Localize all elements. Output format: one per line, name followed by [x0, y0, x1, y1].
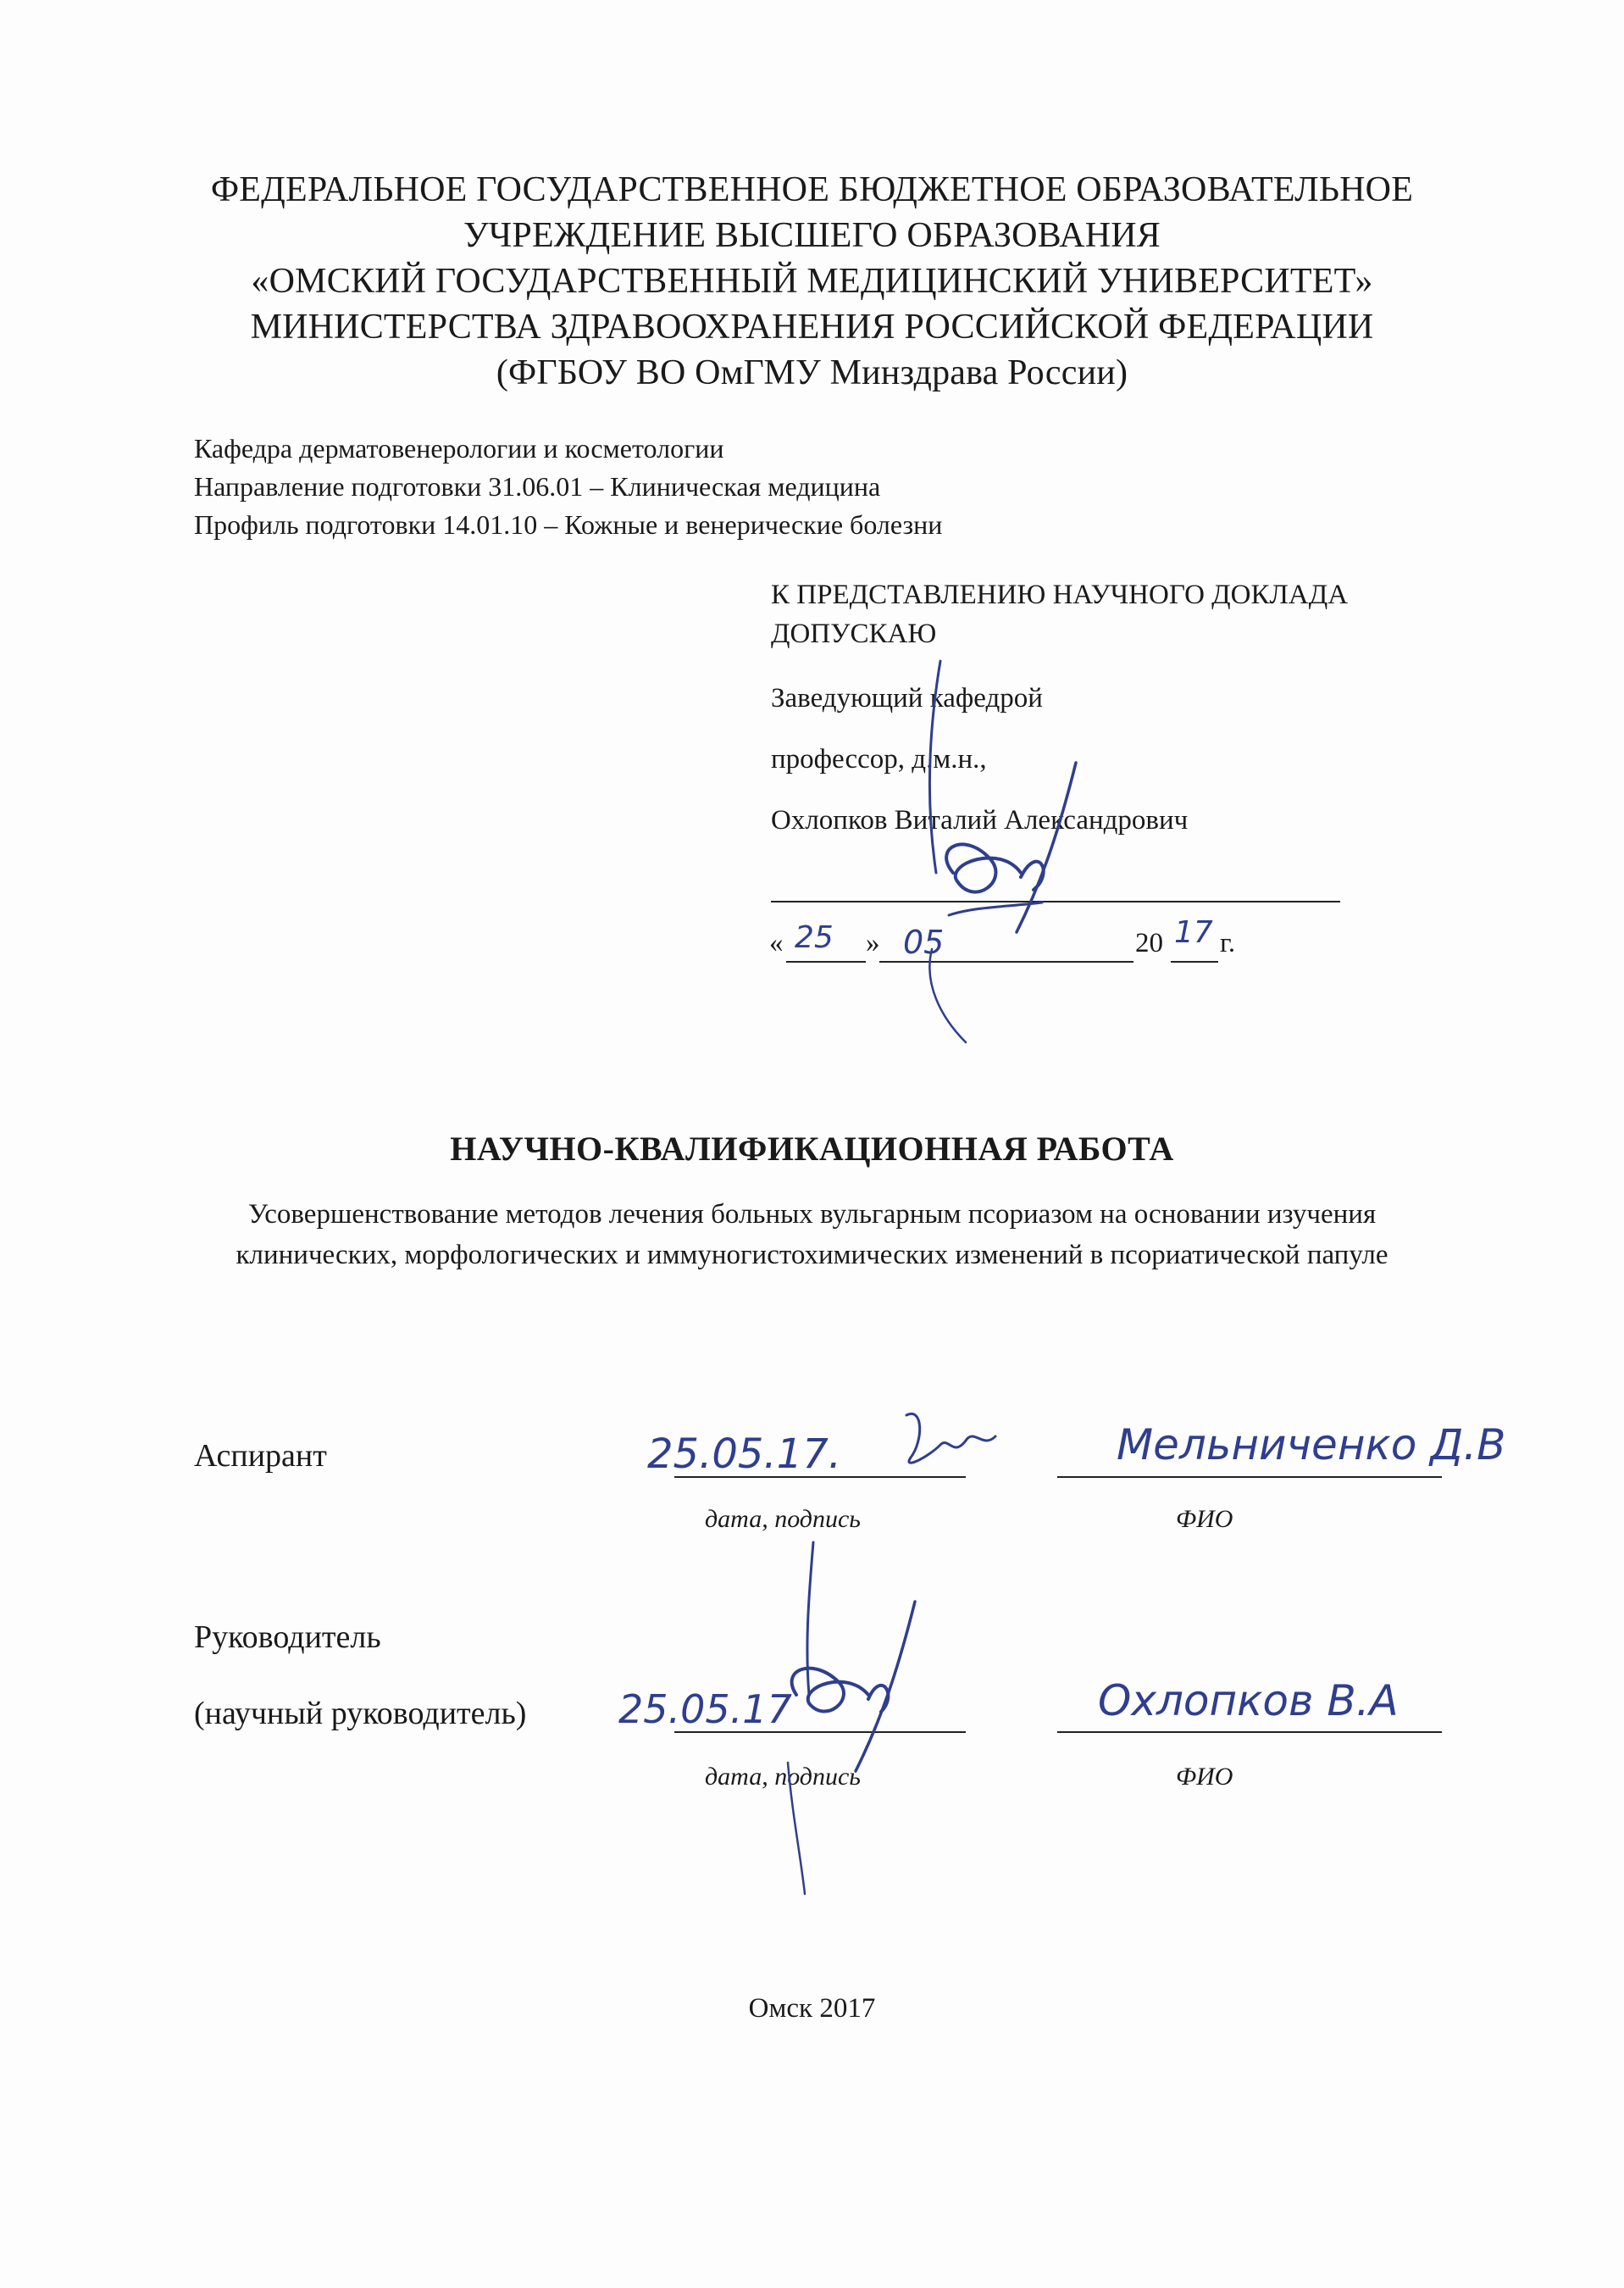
supervisor-label: Руководитель: [194, 1619, 381, 1655]
handwritten-month: 05: [903, 924, 945, 961]
aspirant-signature: [890, 1407, 1017, 1474]
work-subtitle-line-2: клинических, морфологических и иммуногистохимических изменений в псориатической папуле: [236, 1240, 1388, 1270]
footer-city-year: Омск 2017: [748, 1993, 876, 2024]
approval-line-2: ДОПУСКАЮ: [771, 619, 937, 649]
supervisor-fio-line: [1057, 1731, 1442, 1733]
approval-degree: профессор, д.м.н.,: [771, 744, 987, 775]
date-close-quote: »: [866, 928, 880, 958]
approval-line-1: К ПРЕДСТАВЛЕНИЮ НАУЧНОГО ДОКЛАДА: [771, 580, 1349, 610]
org-line-4: МИНИСТЕРСТВА ЗДРАВООХРАНЕНИЯ РОССИЙСКОЙ ФЕДЕРАЦИИ: [250, 308, 1374, 347]
handwritten-year: 17: [1174, 915, 1213, 950]
head-of-department-signature: [873, 661, 1110, 1051]
date-day-line: [786, 961, 866, 963]
aspirant-fio-caption: ФИО: [1176, 1505, 1233, 1533]
aspirant-fio-line: [1057, 1476, 1442, 1478]
date-year-line: [1171, 961, 1218, 963]
profile-line: Профиль подготовки 14.01.10 – Кожные и венерические болезни: [194, 509, 943, 540]
approval-name: Охлопков Виталий Александрович: [771, 805, 1189, 836]
department-line: Кафедра дерматовенерологии и косметологии: [194, 433, 724, 464]
date-year-prefix: 20: [1135, 928, 1163, 958]
work-subtitle-line-1: Усовершенствование методов лечения больных вульгарным псориазом на основании изучения: [247, 1199, 1377, 1230]
aspirant-label: Аспирант: [194, 1438, 327, 1474]
date-year-suffix: г.: [1220, 928, 1236, 958]
supervisor-handwritten-fio: Охлопков В.А: [1098, 1676, 1399, 1725]
supervisor-fio-caption: ФИО: [1176, 1763, 1233, 1791]
org-line-5: (ФГБОУ ВО ОмГМУ Минздрава России): [496, 353, 1128, 392]
approval-position: Заведующий кафедрой: [771, 683, 1043, 714]
supervisor-label-sub: (научный руководитель): [194, 1696, 527, 1731]
direction-line: Направление подготовки 31.06.01 – Клиническая медицина: [194, 471, 881, 502]
supervisor-signature: [762, 1542, 966, 1898]
org-line-3: «ОМСКИЙ ГОСУДАРСТВЕННЫЙ МЕДИЦИНСКИЙ УНИВЕРСИТЕТ»: [251, 262, 1373, 301]
aspirant-handwritten-date: 25.05.17.: [647, 1430, 842, 1478]
org-line-2: УЧРЕЖДЕНИЕ ВЫСШЕГО ОБРАЗОВАНИЯ: [463, 216, 1161, 255]
aspirant-handwritten-fio: Мельниченко Д.В: [1117, 1420, 1506, 1469]
supervisor-handwritten-date: 25.05.17: [618, 1686, 792, 1732]
work-title: НАУЧНО-КВАЛИФИКАЦИОННАЯ РАБОТА: [450, 1130, 1174, 1168]
supervisor-date-sign-caption: дата, подпись: [705, 1763, 861, 1791]
handwritten-day: 25: [795, 920, 834, 955]
aspirant-date-sign-caption: дата, подпись: [705, 1505, 861, 1533]
org-line-1: ФЕДЕРАЛЬНОЕ ГОСУДАРСТВЕННОЕ БЮДЖЕТНОЕ ОБРАЗОВАТЕЛЬНОЕ: [210, 170, 1414, 209]
date-open-quote: «: [769, 928, 784, 958]
